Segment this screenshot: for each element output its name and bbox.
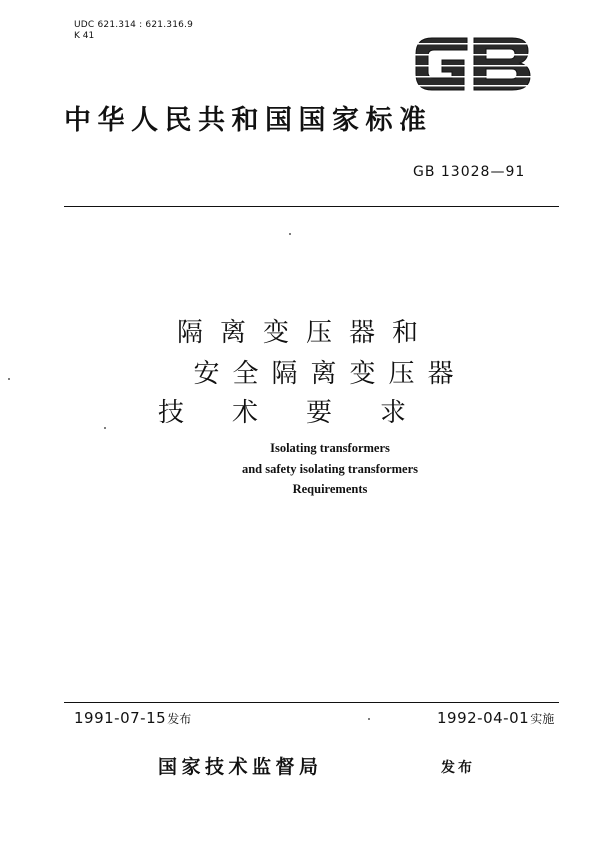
scan-speck xyxy=(104,427,106,429)
classification-code: K 41 xyxy=(74,31,95,41)
effective-date: 1992-04-01 xyxy=(437,709,530,727)
issuing-label: 发布 xyxy=(441,760,475,776)
issue-date: 1991-07-15 xyxy=(74,709,167,727)
standard-number: GB 13028—91 xyxy=(413,164,526,180)
bottom-divider xyxy=(64,702,559,703)
effective-date-block xyxy=(437,708,554,729)
issuing-authority: 国家技术监督局 xyxy=(158,756,323,778)
title-en-line-2: and safety isolating transformers xyxy=(241,462,419,476)
gb-logo-letter-b xyxy=(474,38,530,90)
issue-date-label: 发布 xyxy=(167,712,192,726)
effective-date-label: 实施 xyxy=(530,712,555,726)
title-cn-line-1: 隔离变压器和 xyxy=(176,318,435,348)
scan-speck xyxy=(368,718,370,720)
title-en-line-1: Isolating transformers xyxy=(270,441,390,455)
title-cn-line-2: 安全隔离变压器 xyxy=(193,359,467,389)
scan-speck xyxy=(8,378,10,380)
gb-logo-letter-g xyxy=(416,38,467,90)
udc-code: UDC 621.314 : 621.316.9 xyxy=(74,20,194,30)
top-divider xyxy=(64,206,559,207)
title-cn-line-3: 技术要求 xyxy=(157,398,454,428)
scan-speck xyxy=(289,233,291,235)
standard-title: 中华人民共和国国家标准 xyxy=(64,105,433,136)
issue-date-block xyxy=(74,708,191,729)
title-en-line-3: Requirements xyxy=(292,482,368,496)
gb-logo xyxy=(412,32,534,94)
